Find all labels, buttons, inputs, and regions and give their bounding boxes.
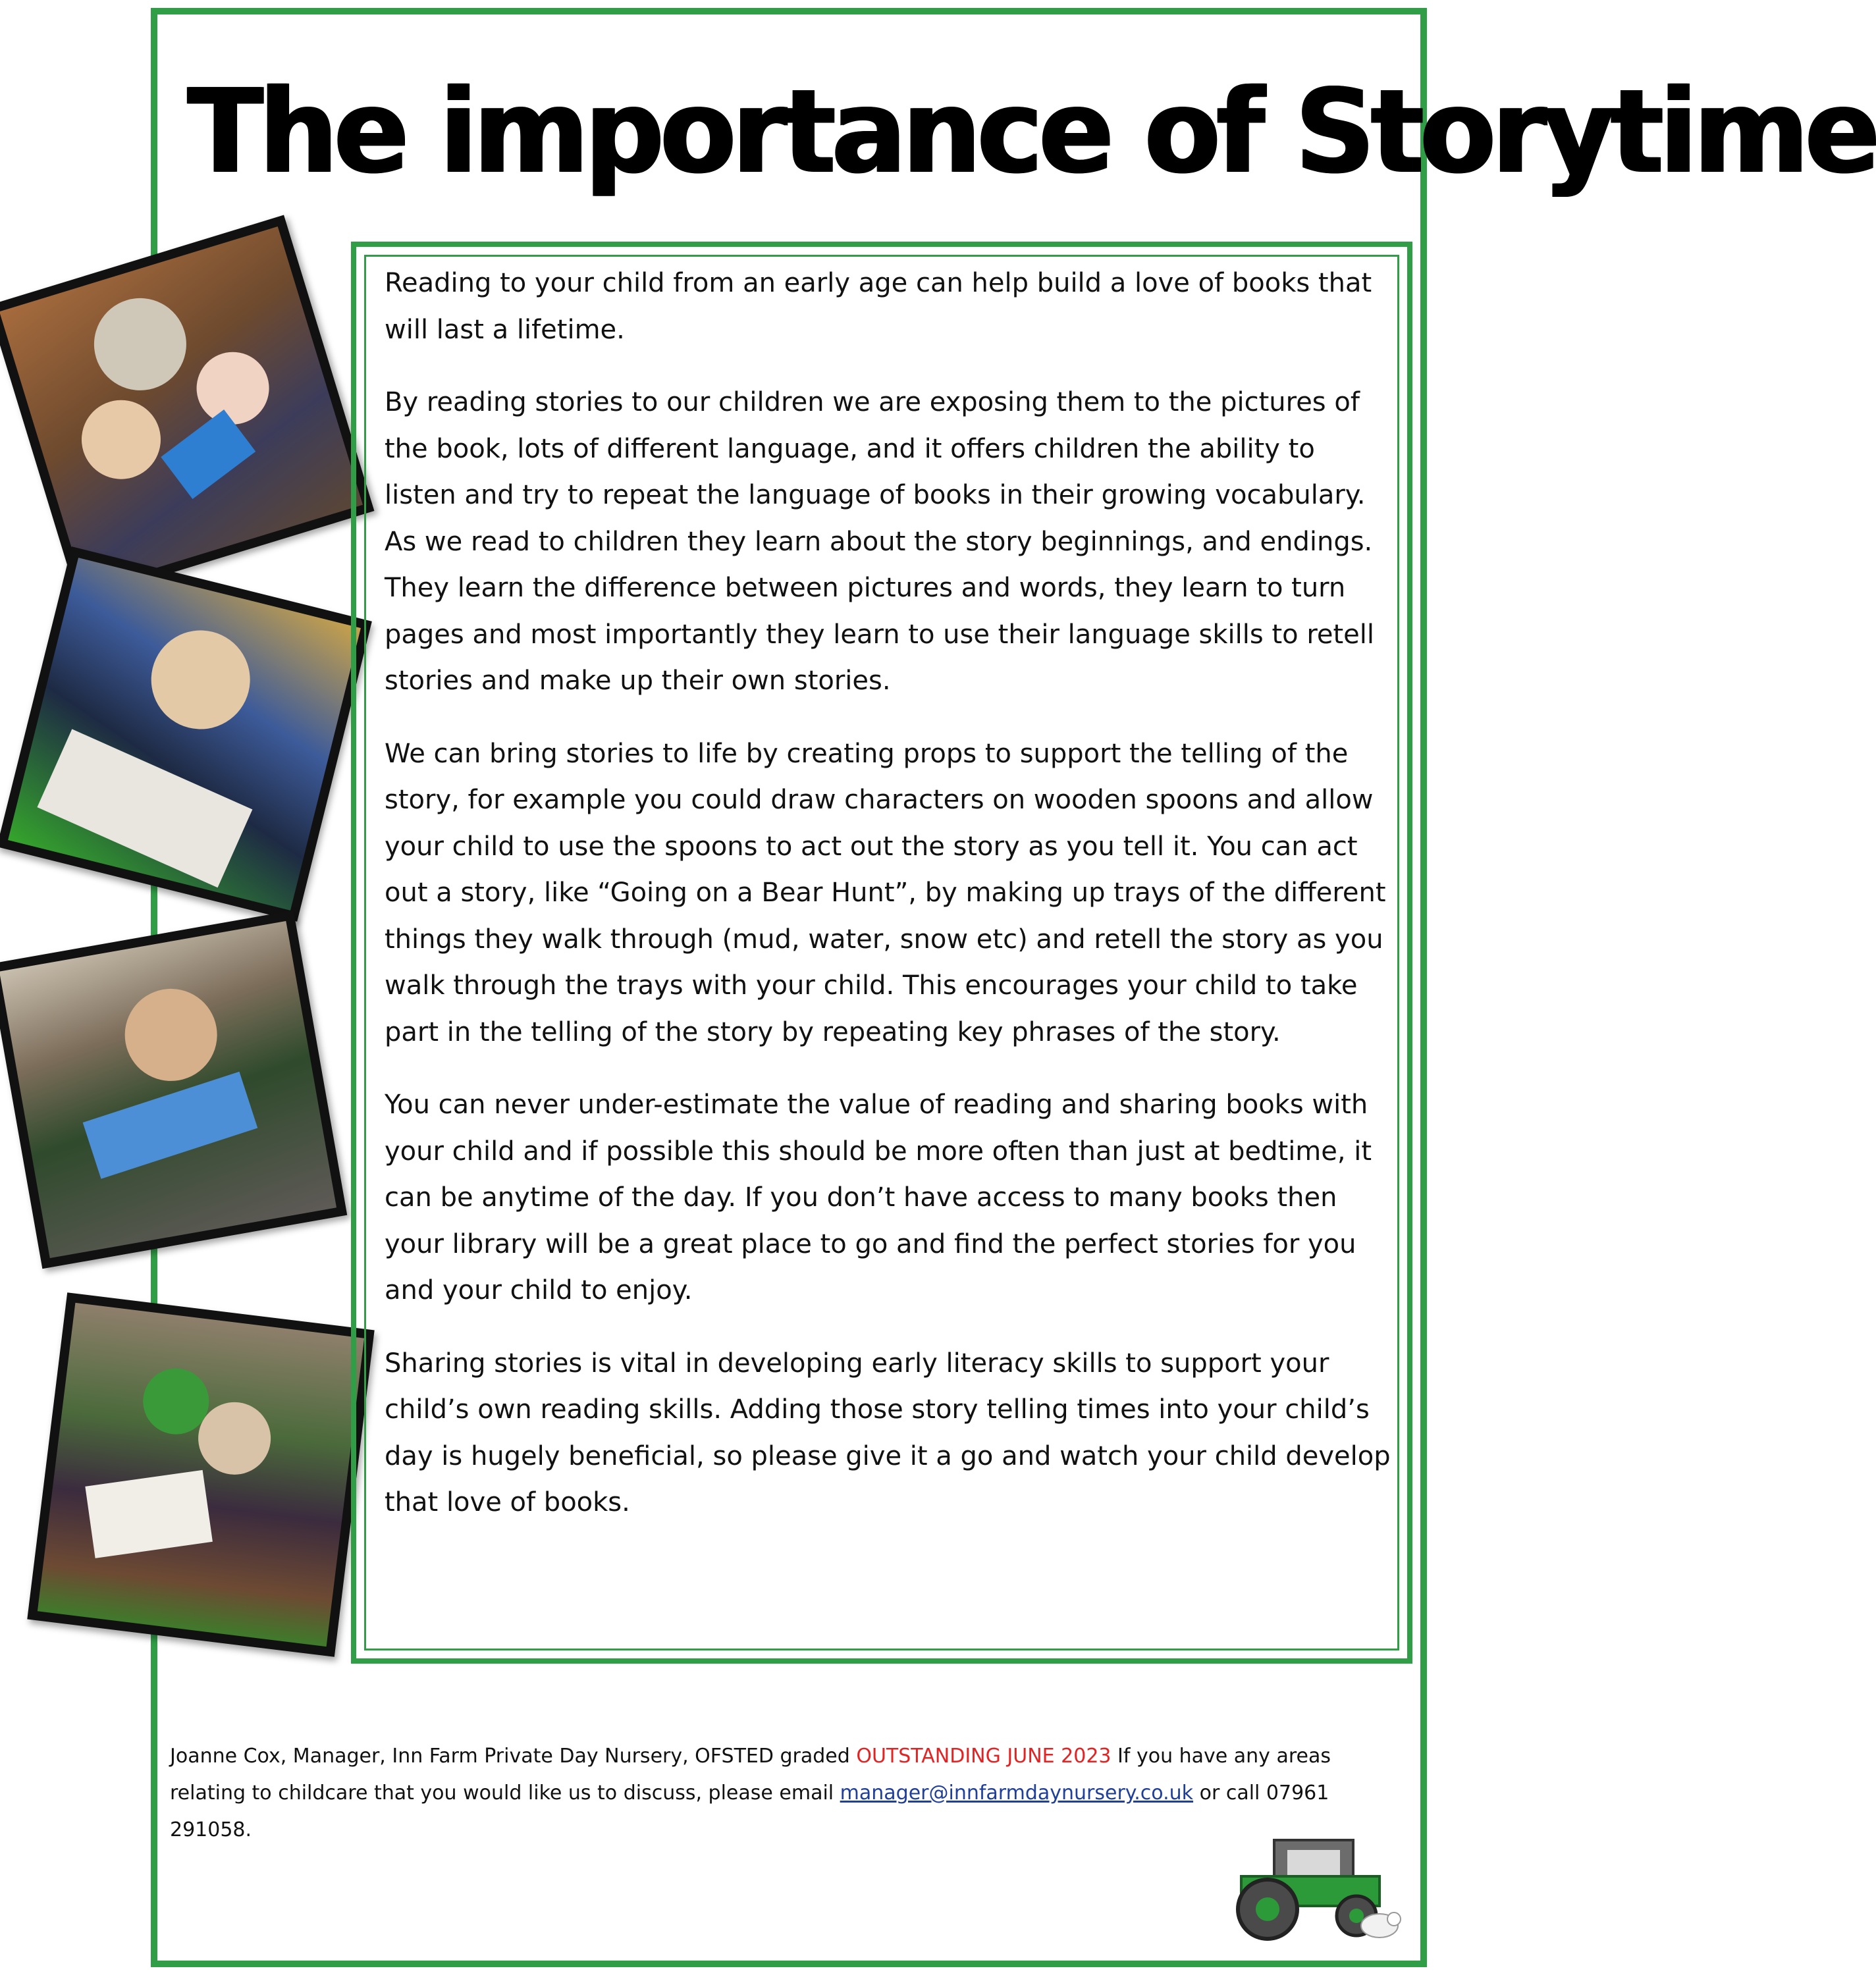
footer-contact <box>170 1738 1381 1849</box>
body-text <box>385 260 1392 1552</box>
paragraph: We can bring stories to life by creating props to support the telling of the story, for example you could draw characters on wooden spoons and allow your child to use the spoons to act out the story as you tell it. You can act out a story, like “Going on a Bear Hunt”, by making up trays of the different things they walk through (mud, water, snow etc) and retell the story as you walk through the trays with your child. This encourages your child to take part in the telling of the story by repeating key phrases of the story. <box>385 738 1386 1047</box>
tractor-logo <box>1215 1814 1406 1945</box>
photo-child-reading-on-rug <box>0 910 347 1269</box>
footer-middle: If you have any areas relating to childcare that you would like us to discuss, please email <box>170 1745 1331 1805</box>
email-link[interactable]: manager@innfarmdaynursery.co.uk <box>840 1781 1194 1805</box>
footer-intro: Joanne Cox, Manager, Inn Farm Private Day Nursery, OFSTED graded <box>170 1745 857 1768</box>
photo-children-with-books <box>27 1292 374 1657</box>
paragraph: You can never under-estimate the value of reading and sharing books with your child and if possible this should be more often than just at bedtime, it can be anytime of the day. If you don’t have access to many books then your library will be a great place to go and find the perfect stories for you and your child to enjoy. <box>385 1090 1372 1306</box>
paragraph: Sharing stories is vital in developing early literacy skills to support your child’s own reading skills. Adding those story telling times into your child’s day is hugely beneficial, so please give it a go and watch your child develop that love of books. <box>385 1348 1391 1517</box>
paragraph: Reading to your child from an early age can help build a love of books that will last a lifetime. <box>385 268 1372 345</box>
paragraph: By reading stories to our children we are exposing them to the pictures of the book, lots of different language, and it offers children the ability to listen and try to repeat the language of books in their growing vocabulary. As we read to children they learn about the story beginnings, and endings. They learn the difference between pictures and words, they learn to turn pages and most importantly they learn to use their language skills to retell stories and make up their own stories. <box>385 387 1375 696</box>
page-title: The importance of Storytime <box>188 64 1876 199</box>
ofsted-grade: OUTSTANDING JUNE 2023 <box>856 1745 1112 1768</box>
footer-end: or call 07961 291058. <box>170 1781 1329 1841</box>
